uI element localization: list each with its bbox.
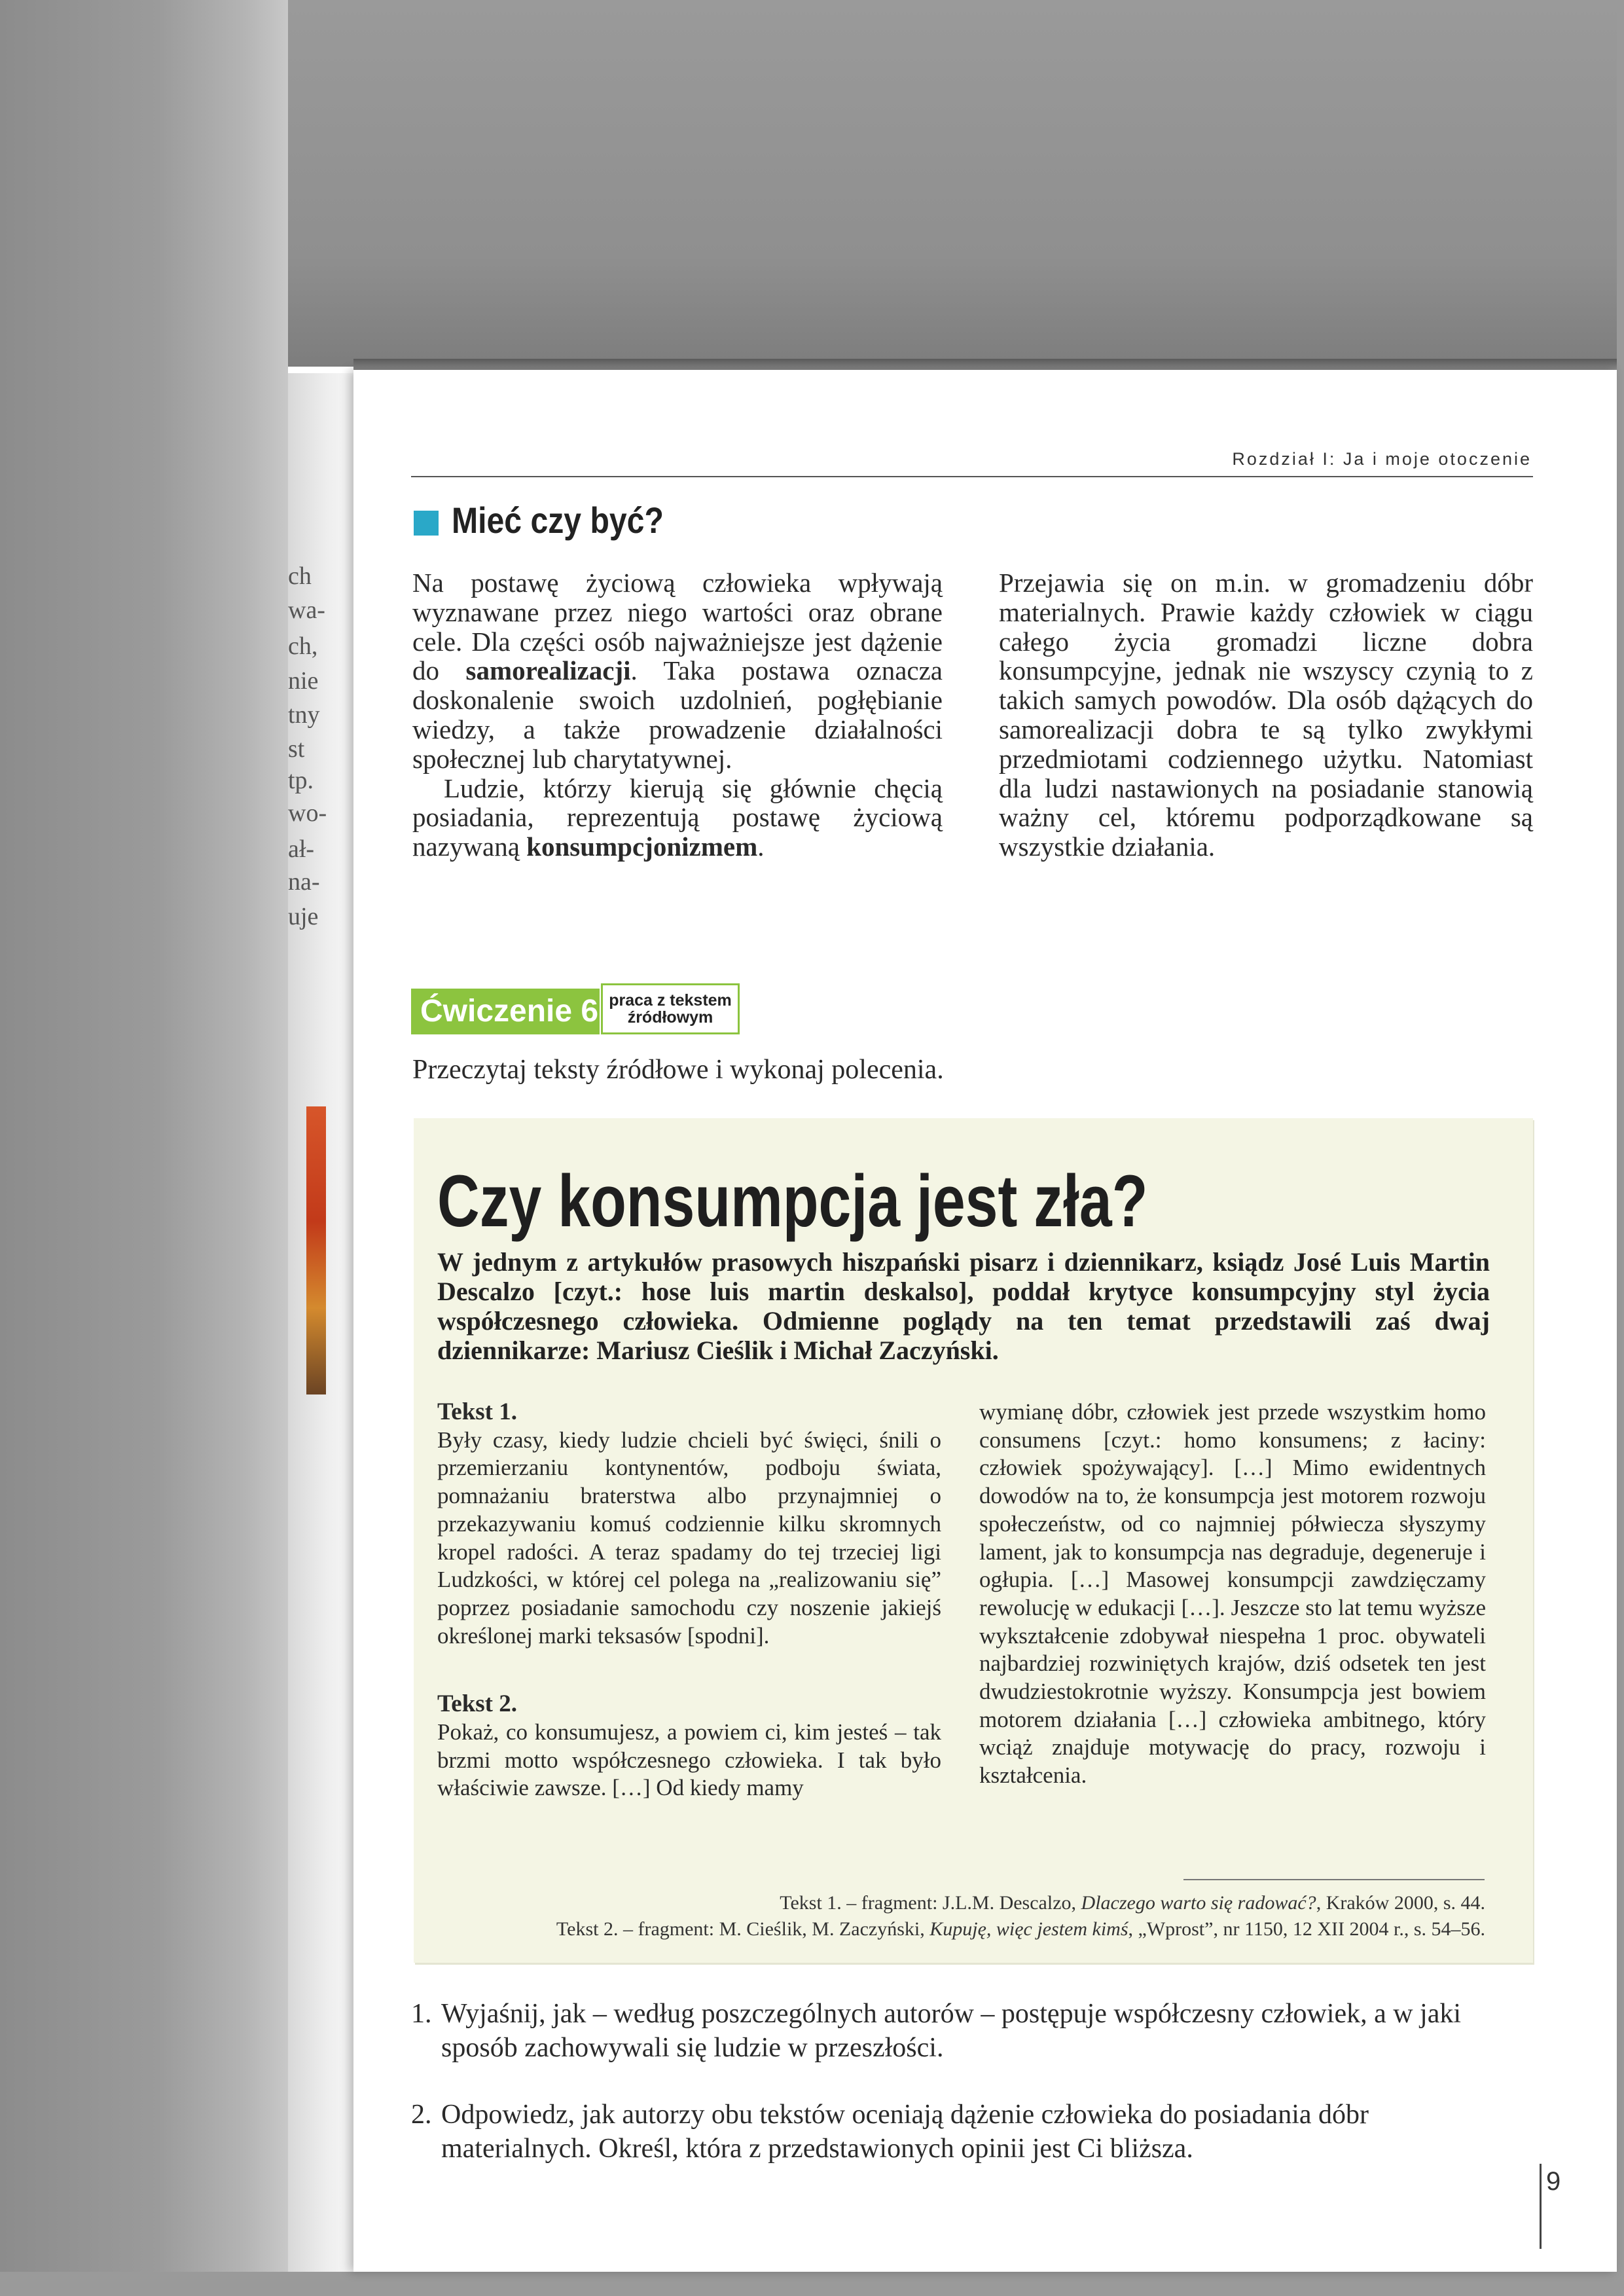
question-1: 1. Wyjaśnij, jak – według poszczególnych autorów – postępuje współczesny człowiek, a w jaki sposób zachowywali się ludzie w przeszłości. — [411, 1999, 1462, 2063]
section-marker-square — [414, 511, 439, 536]
exercise-tag: praca z tekstem źródłowym — [601, 983, 740, 1034]
keyword-samorealizacja: samorealizacji — [465, 655, 631, 686]
paragraph: Przejawia się on m.in. w gromadzeniu dóbr materialnych. Prawie każdy człowiek w ciągu całego życia gromadzi liczne dobra konsumpcyjne, jednak nie wszyscy czynią to z takich samych powodów. Dla osób dążących do samorealizacji dobra te są tylko zwykłymi przedmiotami codziennego użytku. Natomiast dla ludzi nastawionych na posiadanie stanowią ważny cel, któremu podporządkowane są wszystkie działania. — [999, 568, 1533, 862]
header-rule — [411, 476, 1533, 477]
previous-page-fragment: uje — [288, 903, 319, 930]
previous-page-fragment: wo- — [288, 799, 327, 827]
previous-page-fragment: ch, — [288, 632, 318, 660]
running-head: Rozdział I: Ja i moje otoczenie — [1232, 449, 1532, 469]
previous-page-fragment: tny — [288, 701, 320, 729]
paragraph: Ludzie, którzy kierują się głównie chęcią posiadania, reprezentują postawę życiową nazywaną konsumpcjonizmem. — [412, 773, 943, 862]
previous-page-fragment: tp. — [288, 767, 314, 794]
question-2: 2. Odpowiedz, jak autorzy obu tekstów oceniają dążenie człowieka do posiadania dóbr materialnych. Określ, która z przedstawionych opinii jest Ci bliższa. — [411, 2100, 1369, 2164]
page-number-rule — [1540, 2164, 1542, 2249]
page-number: 9 — [1546, 2167, 1561, 2196]
text2-heading: Tekst 2. — [437, 1690, 518, 1718]
source-panel-lead: W jednym z artykułów prasowych hiszpański pisarz i dziennikarz, ksiądz José Luis Martin Descalzo [czyt.: hose luis martin deskalso], poddał krytyce konsumpcyjny styl życia współczesnego człowieka. Odmienne poglądy na ten temat przedstawili zaś dwaj dziennikarze: Mariusz Cieślik i Michał Zaczyński. — [437, 1247, 1490, 1365]
section-title: Mieć czy być? — [452, 500, 664, 541]
previous-page-fragment: nie — [288, 667, 319, 695]
previous-page-fragment: ch — [288, 562, 312, 590]
previous-page-fragment: st — [288, 735, 305, 763]
text2-body-start: Pokaż, co konsumujesz, a powiem ci, kim jesteś – tak brzmi motto współczesnego człowieka. I tak było właściwie zawsze. […] Od kiedy mamy — [437, 1719, 941, 1801]
previous-page-fragment: wa- — [288, 596, 325, 624]
paragraph: Na postawę życiową człowieka wpływają wyznawane przez niego wartości oraz obrane cele. Dla części osób najważniejsze jest dążenie do samorealizacji. Taka postawa oznacza doskonalenie swoich uzdolnień, pogłębianie wiedzy, a także prowadzenie działalności społecznej lub charytatywnej. — [412, 568, 943, 774]
source-panel-title: Czy konsumpcja jest zła? — [437, 1160, 1148, 1242]
source-citation-1: Tekst 1. – fragment: J.L.M. Descalzo, Dlaczego warto się radować?, Kraków 2000, s. 44. — [780, 1892, 1485, 1914]
section-right-column — [999, 568, 1533, 862]
source-rule — [1183, 1879, 1485, 1880]
exercise-label: Ćwiczenie 6 — [411, 989, 600, 1034]
source-left-column — [437, 1398, 941, 1802]
source-citation-2: Tekst 2. – fragment: M. Cieślik, M. Zaczyński, Kupuję, więc jestem kimś, „Wprost”, nr 1150, 12 XII 2004 r., s. 54–56. — [556, 1918, 1485, 1940]
keyword-konsumpcjonizm: konsumpcjonizmem — [526, 831, 758, 862]
text2-body-continued: wymianę dóbr, człowiek jest przede wszystkim homo consumens [czyt.: homo konsumens; z łaciny: człowiek spożywający]. […] Mimo ewidentnych dowodów na to, że konsumpcja jest motorem rozwoju społeczeństw, od co najmniej półwiecza słyszymy lament, jak to konsumpcja nas degraduje, degeneruje i ogłupia. […] Masowej konsumpcji zawdzięczamy rewolucję w edukacji […]. Jeszcze sto lat temu wyższe wykształcenie zdobywał niespełna 1 proc. obywateli najbardziej rozwiniętych krajów, dziś odsetek ten jest dwudziestokrotnie wyższy. Konsumpcja jest bowiem motorem działania […] człowieka ambitnego, który wciąż znajduje motywację do pracy, rozwoju i kształcenia. — [979, 1399, 1486, 1789]
source-right-column — [979, 1398, 1486, 1790]
scanner-background-left — [0, 0, 288, 2296]
scanner-background-right — [1617, 0, 1624, 2296]
exercise-instruction: Przeczytaj teksty źródłowe i wykonaj polecenia. — [412, 1055, 944, 1085]
previous-page-fragment: na- — [288, 868, 320, 896]
scanner-background-bottom — [0, 2272, 1624, 2296]
previous-page-photo — [306, 1106, 326, 1394]
text1-heading: Tekst 1. — [437, 1398, 518, 1425]
section-left-column — [412, 568, 943, 862]
text1-body: Były czasy, kiedy ludzie chcieli być święci, śnili o przemierzaniu kontynentów, podboju świata, pomnażaniu braterstwa albo przynajmniej o przekazywaniu komuś codziennie kilku skromnych kropel radości. A teraz spadamy do tej trzeciej ligi Ludzkości, w której cel polega na „realizowaniu się” poprzez posiadanie samochodu czy noszenie jakiejś określonej marki teksasów [spodni]. — [437, 1427, 941, 1649]
previous-page-fragment: ał- — [288, 835, 315, 863]
